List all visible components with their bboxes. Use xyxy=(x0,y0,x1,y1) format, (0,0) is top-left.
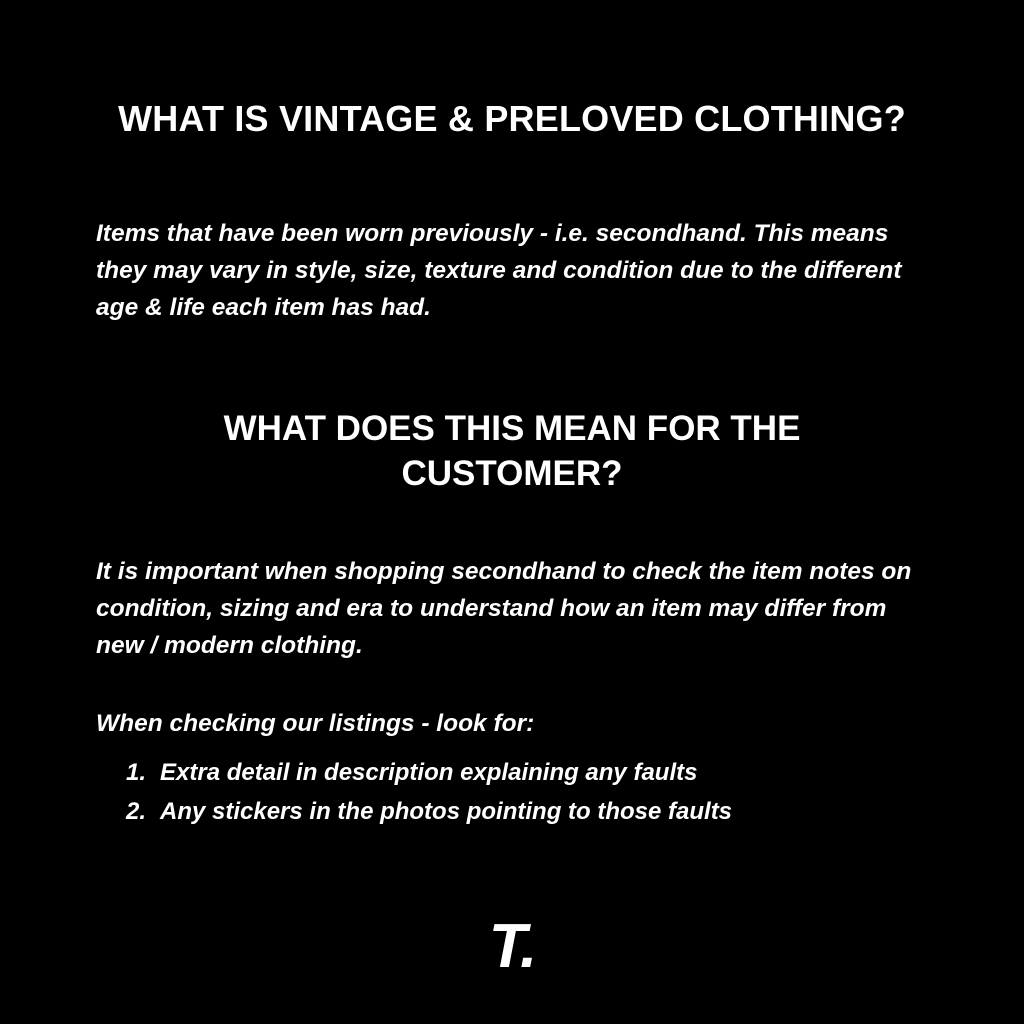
list-item xyxy=(120,754,940,793)
look-for-list xyxy=(120,754,940,832)
list-item-number: 1. xyxy=(125,759,146,786)
brand-logo-icon: T. xyxy=(488,912,536,981)
page-title: WHAT IS VINTAGE & PRELOVED CLOTHING? xyxy=(118,98,906,140)
list-item xyxy=(120,793,940,832)
intro-paragraph: Items that have been worn previously - i.e. secondhand. This means they may vary in style, size, texture and condition due to the different age & life each item has had. xyxy=(96,219,902,321)
look-for-lead-in: When checking our listings - look for: xyxy=(96,709,535,737)
list-item-label: Extra detail in description explaining any faults xyxy=(160,759,698,786)
section-heading-customer: WHAT DOES THIS MEAN FOR THE CUSTOMER? xyxy=(223,409,801,493)
list-item-label: Any stickers in the photos pointing to those faults xyxy=(160,797,733,825)
list-item-number: 2. xyxy=(125,797,146,825)
customer-paragraph: It is important when shopping secondhand to check the item notes on condition, sizing and era to understand how an item may differ from new / modern clothing. xyxy=(96,557,912,659)
